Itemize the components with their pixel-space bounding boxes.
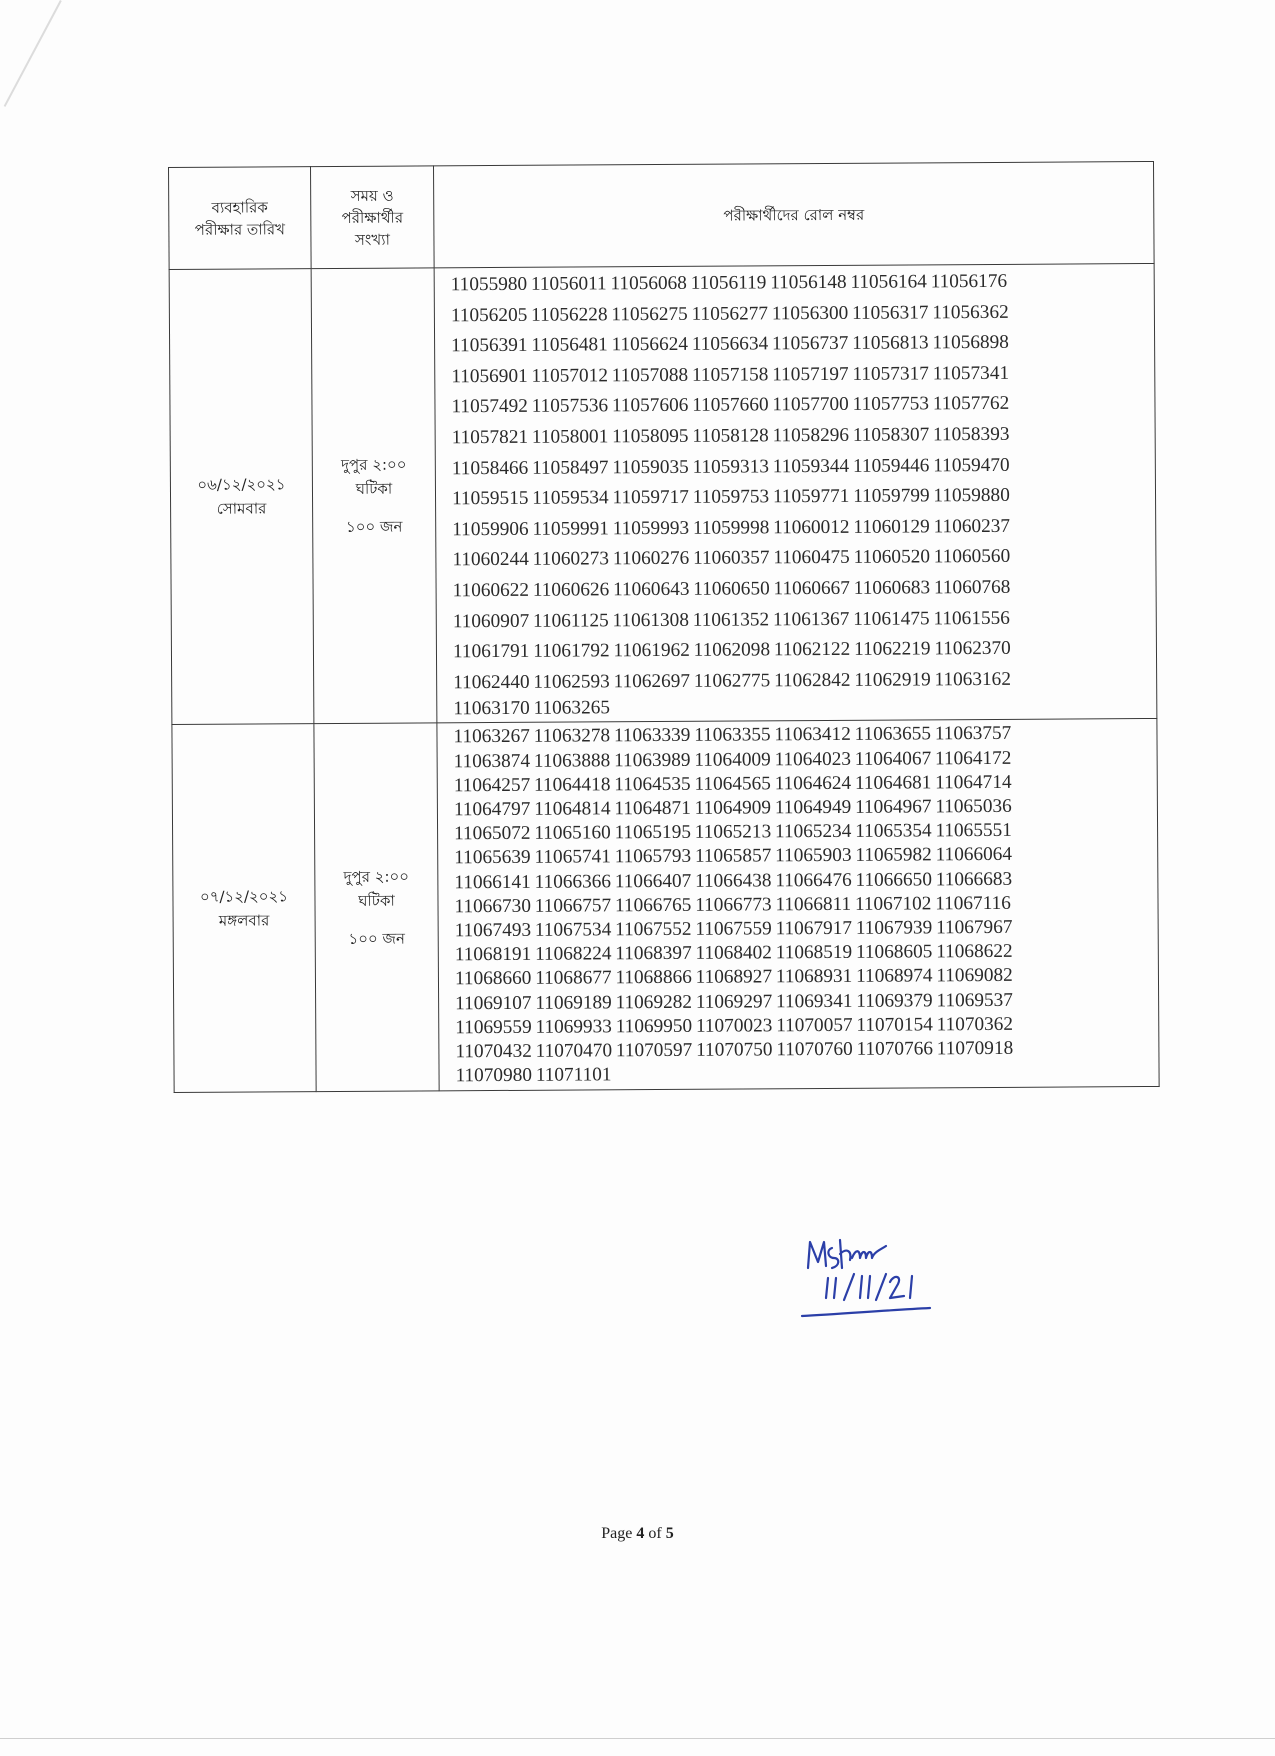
roll-line: 11067493 11067534 11067552 11067559 11067917 11067939 11067967	[454, 916, 1013, 942]
roll-line: 11064797 11064814 11064871 11064909 11064949 11064967 11065036	[453, 795, 1012, 821]
roll-line: 11063874 11063888 11063989 11064009 11064023 11064067 11064172	[453, 747, 1012, 772]
exam-time: দুপুর ২:০০	[343, 867, 410, 886]
roll-line: 11065072 11065160 11065195 11065213 11065234 11065354 11065551	[454, 819, 1012, 845]
header-date-line2: পরীক্ষার তারিখ	[194, 219, 286, 239]
exam-date: ০৭/১২/২০২১	[199, 887, 289, 906]
header-time-line2: পরীক্ষার্থীর	[341, 208, 404, 227]
handwritten-signature	[800, 1228, 950, 1338]
roll-line: 11057492 11057536 11057606 11057660 11057700 11057753 11057762	[451, 393, 1010, 418]
roll-line: 11069559 11069933 11069950 11070023 11070057 11070154 11070362	[455, 1013, 1014, 1039]
page-middle: of	[644, 1525, 666, 1542]
roll-line: 11068191 11068224 11068397 11068402 11068519 11068605 11068622	[454, 940, 1013, 966]
roll-line: 11066141 11066366 11066407 11066438 11066476 11066650 11066683	[454, 868, 1013, 893]
exam-time: দুপুর ২:০০	[341, 455, 407, 475]
roll-numbers-cell	[437, 719, 1159, 1091]
page-total: 5	[665, 1525, 674, 1542]
roll-line: 11060622 11060626 11060643 11060650 11060667 11060683 11060768	[452, 576, 1011, 602]
header-rolls: পরীক্ষার্থীদের রোল নম্বর	[433, 161, 1154, 267]
roll-line: 11058466 11058497 11059035 11059313 11059344 11059446 11059470	[451, 454, 1010, 479]
roll-line: 11063170 11063265	[453, 697, 611, 720]
roll-line: 11066730 11066757 11066765 11066773 11066811 11067102 11067116	[454, 892, 1011, 917]
roll-line: 11065639 11065741 11065793 11065857 11065903 11065982 11066064	[454, 844, 1013, 869]
roll-line: 11056205 11056228 11056275 11056277 11056300 11056317 11056362	[450, 301, 1009, 326]
roll-line: 11068660 11068677 11068866 11068927 11068931 11068974 11069082	[454, 965, 1013, 990]
page-current: 4	[636, 1525, 645, 1542]
table-row	[169, 263, 1157, 724]
exam-date: ০৬/১২/২০২১	[197, 475, 286, 494]
page-number	[0, 1525, 1275, 1543]
exam-day: মঙ্গলবার	[218, 911, 270, 930]
page-prefix: Page	[601, 1525, 637, 1542]
candidate-count: ১০০ জন	[348, 929, 405, 948]
roll-line: 11064257 11064418 11064535 11064565 11064624 11064681 11064714	[453, 771, 1012, 796]
header-date	[169, 167, 312, 270]
roll-numbers-cell	[434, 263, 1157, 723]
exam-time-unit: ঘটিকা	[355, 479, 393, 499]
roll-line: 11059906 11059991 11059993 11059998 11060012 11060129 11060237	[452, 515, 1011, 541]
exam-schedule-table	[168, 161, 1160, 1093]
roll-line: 11056391 11056481 11056624 11056634 11056737 11056813 11056898	[451, 332, 1009, 357]
roll-line: 11059515 11059534 11059717 11059753 11059771 11059799 11059880	[451, 485, 1010, 510]
roll-line: 11056901 11057012 11057088 11057158 11057197 11057317 11057341	[451, 362, 1010, 388]
scan-bottom-edge	[0, 1738, 1275, 1739]
roll-line: 11070432 11070470 11070597 11070750 11070760 11070766 11070918	[455, 1037, 1014, 1063]
header-date-line1: ব্যবহারিক	[211, 197, 268, 217]
date-cell	[172, 724, 316, 1093]
roll-line: 11055980 11056011 11056068 11056119 11056148 11056164 11056176	[450, 270, 1008, 296]
scan-edge-mark	[4, 0, 62, 107]
header-time	[311, 166, 435, 269]
roll-line: 11069107 11069189 11069282 11069297 11069341 11069379 11069537	[455, 989, 1013, 1014]
candidate-count: ১০০ জন	[345, 517, 403, 537]
time-cell	[314, 723, 439, 1092]
exam-day: সোমবার	[216, 499, 267, 518]
header-time-line3: সংখ্যা	[354, 230, 390, 249]
roll-line: 11070980 11071101	[455, 1064, 612, 1087]
roll-line: 11062440 11062593 11062697 11062775 11062842 11062919 11063162	[453, 668, 1012, 693]
exam-time-unit: ঘটিকা	[358, 891, 395, 910]
time-cell	[311, 268, 437, 724]
roll-line: 11060244 11060273 11060276 11060357 11060475 11060520 11060560	[452, 546, 1011, 571]
header-time-line1: সময় ও	[350, 186, 394, 205]
table-row	[172, 719, 1159, 1093]
roll-line: 11057821 11058001 11058095 11058128 11058296 11058307 11058393	[451, 423, 1010, 449]
roll-line: 11063267 11063278 11063339 11063355 11063412 11063655 11063757	[453, 723, 1012, 748]
roll-line: 11061791 11061792 11061962 11062098 11062122 11062219 11062370	[452, 637, 1011, 663]
roll-line: 11060907 11061125 11061308 11061352 11061367 11061475 11061556	[452, 607, 1010, 632]
date-cell	[169, 269, 314, 725]
table-header-row	[169, 161, 1155, 269]
